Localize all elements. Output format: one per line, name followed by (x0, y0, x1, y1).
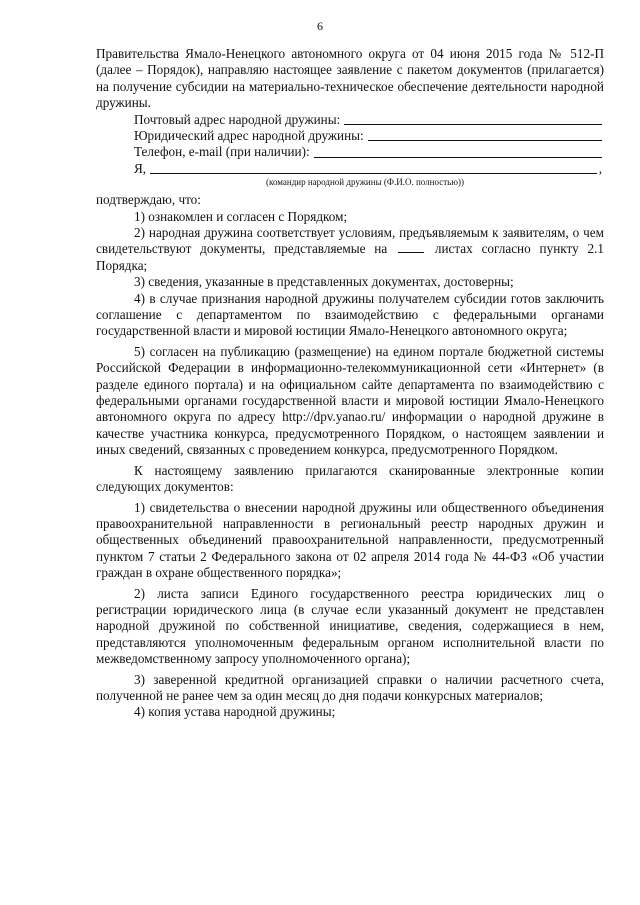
legal-address-row (134, 128, 604, 144)
doc-4: 4) копия устава народной дружины; (134, 704, 336, 720)
page-number: 6 (317, 19, 323, 33)
sheet-count-field[interactable] (398, 241, 424, 253)
postal-address-field[interactable] (344, 124, 602, 125)
legal-address-field[interactable] (368, 140, 602, 141)
commander-name-label: Я, (134, 160, 147, 176)
intro-paragraph: Правительства Ямало-Ненецкого автономного округа от 04 июня 2015 года № 512-П (далее – Порядок), направляю настоящее заявление с пакетом документов (прилагается) на получение субсидии на материально-техническое обеспечение деятельности народной дружины. (96, 46, 604, 111)
commander-name-row (134, 161, 604, 177)
item-2-text-after: листах согласно пункту 2.1 Порядка; (96, 241, 604, 273)
commander-name-caption: (командир народной дружины (Ф.И.О. полностью)) (266, 177, 464, 188)
phone-email-label: Телефон, e-mail (при наличии): (134, 144, 310, 160)
attachments-intro: К настоящему заявлению прилагаются сканированные электронные копии следующих документов: (96, 462, 604, 495)
item-4: 4) в случае признания народной дружины получателем субсидии готов заключить соглашение с департаментом по взаимодействию с федеральными органами государственной власти и мировой юстиции Ямало-Ненецкого автономного округа; (96, 290, 604, 339)
postal-address-label: Почтовый адрес народной дружины: (134, 111, 341, 127)
phone-email-row (134, 144, 604, 160)
item-1: 1) ознакомлен и согласен с Порядком; (134, 208, 348, 224)
phone-email-field[interactable] (314, 157, 602, 158)
commander-name-field[interactable] (150, 173, 597, 174)
doc-2: 2) листа записи Единого государственного реестра юридических лиц о регистрации юридического лица (в случае если указанный документ не представлен народной дружиной по собственной инициативе, сведения, содержащиеся в нем, представляются уполномоченным федеральным органом исполнительной власти по межведомственному запросу уполномоченного органа); (96, 585, 604, 667)
confirm-label: подтверждаю, что: (96, 192, 201, 208)
item-2 (96, 225, 604, 274)
doc-3: 3) заверенной кредитной организацией справки о наличии расчетного счета, полученной не ранее чем за один месяц до дня подачи конкурсных материалов; (96, 671, 604, 703)
doc-1: 1) свидетельства о внесении народной дружины или общественного объединения правоохранительной направленности в региональный реестр народных дружин и общественных объединений правоохранительной направленности, предусмотренный пунктом 7 статьи 2 Федерального закона от 02 апреля 2014 года № 44-ФЗ «Об участии граждан в охране общественного порядка»; (96, 499, 604, 581)
commander-name-comma: , (598, 160, 602, 176)
legal-address-label: Юридический адрес народной дружины: (134, 128, 364, 143)
document-body (96, 46, 604, 721)
item-2-text-before: 2) народная дружина соответствует условиям, предъявляемым к заявителям, о чем свидетельствуют документы, представляемые на (96, 225, 604, 257)
item-3: 3) сведения, указанные в представленных документах, достоверны; (134, 274, 514, 290)
postal-address-row (134, 112, 604, 128)
item-5: 5) согласен на публикацию (размещение) на едином портале бюджетной системы Российской Федерации в информационно-телекоммуникационной сети «Интернет» (в разделе единого портала) и на официальном сайте департамента по взаимодействию с федеральными органами государственной власти и мировой юстиции Ямало-Ненецкого автономного округа по адресу http://dpv.yanao.ru/ информации о народной дружине в качестве участника конкурса, предусмотренного Порядком, о настоящем заявлении и иных сведений, связанных с проведением конкурса, предусмотренного Порядком. (96, 343, 604, 458)
